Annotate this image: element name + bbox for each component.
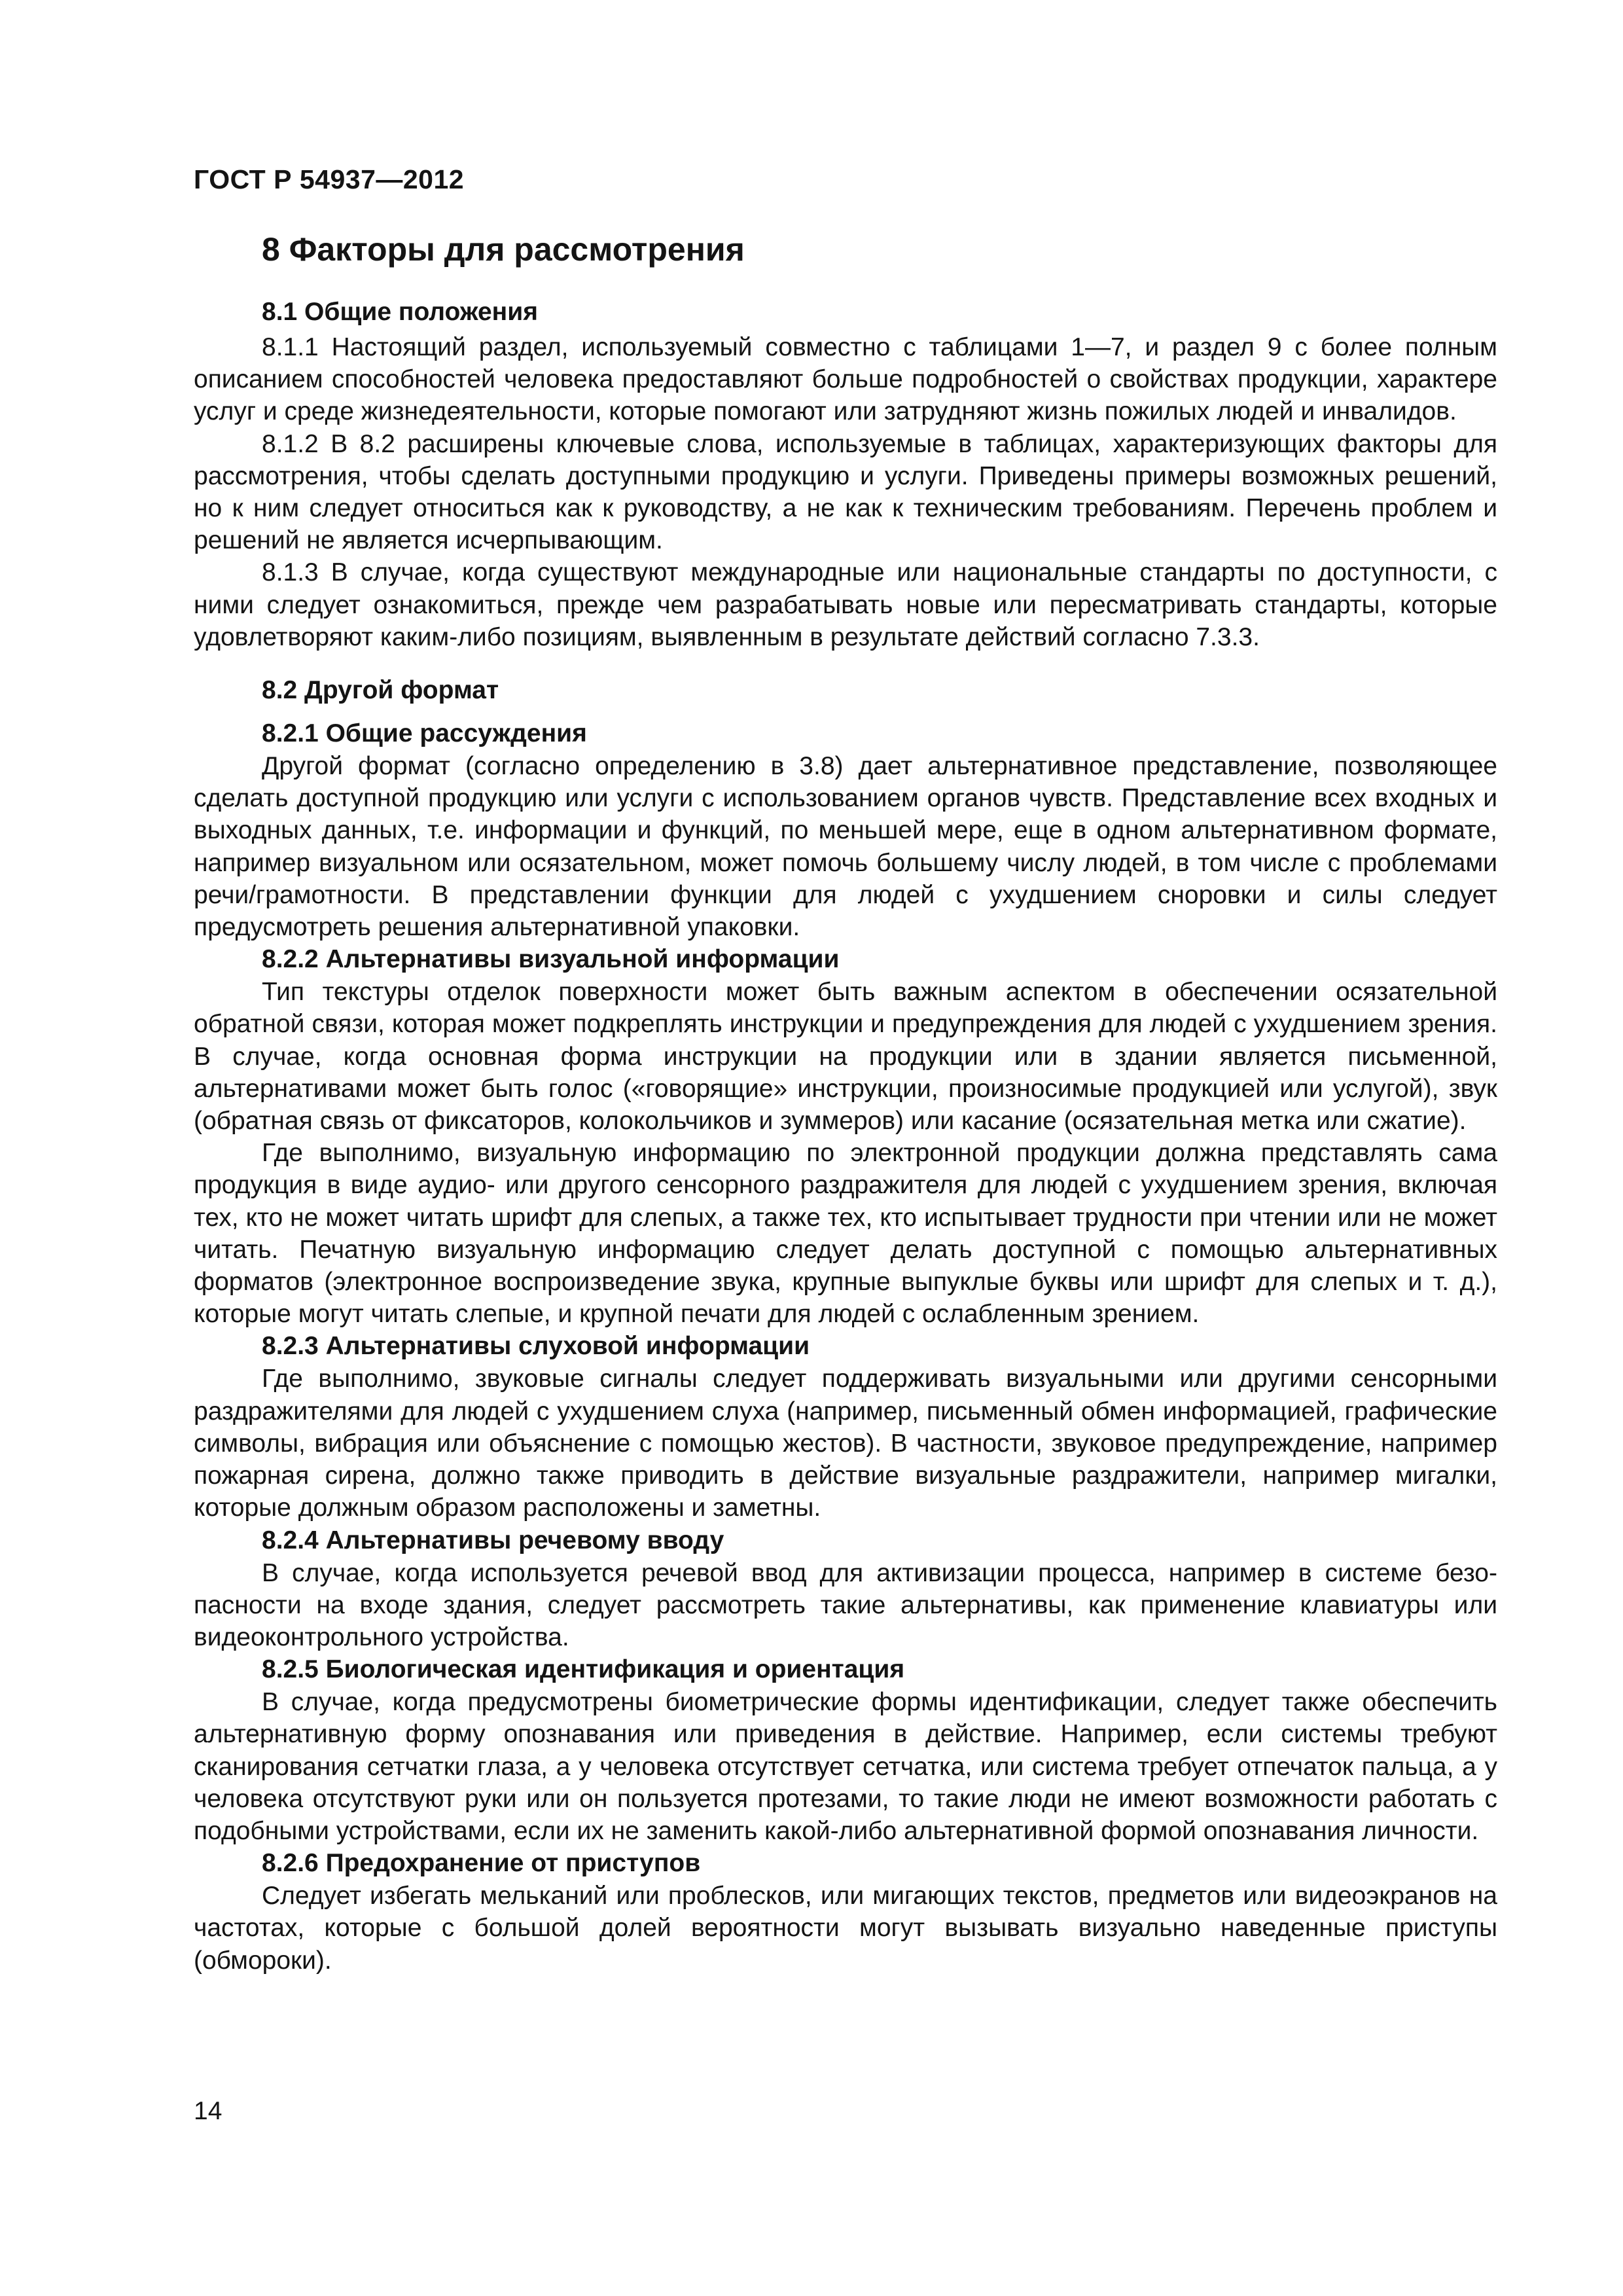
section-8-2-6-title: 8.2.6 Предохранение от приступов — [262, 1849, 701, 1878]
document-body — [194, 226, 1497, 1977]
paragraph-8-2-6: Следует избегать мельканий или проблесков, или мигающих текстов, предметов или видеоэкранов на частотах, которые с большой долей вероятности могут вызывать визуально наведенные приступы (обмороки). — [194, 1882, 1497, 1975]
section-8-2-2-title: 8.2.2 Альтернативы визуальной информации — [262, 945, 840, 974]
page-number: 14 — [194, 2097, 223, 2125]
paragraph-8-2-5: В случае, когда предусмотрены биометрические формы идентификации, следует также обеспечить альтернативную форму опознавания или приведения в действие. Например, если системы требуют сканирования сетчатки глаза, а у человека отсутствует сетчатка, или система требует отпечаток пальца, а у человека отсутствуют руки или он пользуется протезами, то такие люди не имеют возможности работать с подобными устройствами, если их не заменить какой-либо альтернативной формой опознавания личности. — [194, 1688, 1497, 1845]
paragraph-8-2-2-b: Где выполнимо, визуальную информацию по электронной продукции должна представлять сама продукция в виде аудио- или другого сенсорного раздражителя для людей с ухудшением зрения, включая тех, кто не может читать шрифт для слепых, а также тех, кто испытывает трудности при чтении или не может читать. Печатную визуальную информацию следует делать доступной с помощью альтернативных форматов (электронное воспроизведение звука, крупные выпуклые буквы или шрифт для слепых и т. д.), которые могут читать слепые, и крупной печати для людей с ослабленным зрением. — [194, 1139, 1497, 1329]
section-8-title: 8 Факторы для рассмотрения — [262, 231, 745, 268]
section-8-1-title: 8.1 Общие положения — [262, 298, 538, 326]
paragraph-8-1-3: 8.1.3 В случае, когда существуют международные или национальные стандарты по доступности, с ними следует ознакомиться, прежде чем разрабатывать новые или пересматривать стандарты, которые удовлетворяют каким-либо позициям, выявленным в результате действий согласно 7.3.3. — [194, 558, 1497, 651]
paragraph-8-2-1: Другой формат (согласно определению в 3.8) дает альтернативное представление, позволяющее сделать доступной продукцию или услуги с использованием органов чувств. Представление всех входных и выходных данных, т.е. информации и функций, по меньшей мере, еще в одном альтернативном формате, например визуальном или осязательном, может помочь большему числу людей, в том числе с проблемами речи/грамотности. В представлении функции для людей с ухудшением сноровки и силы следует предусмотреть решения альтернативной упаковки. — [194, 752, 1497, 942]
section-8-2-1-title: 8.2.1 Общие рассуждения — [262, 719, 587, 748]
document-code-header: ГОСТ Р 54937—2012 — [194, 164, 465, 194]
section-8-2-5-title: 8.2.5 Биологическая идентификация и ориентация — [262, 1655, 905, 1684]
paragraph-8-2-4: В случае, когда используется речевой ввод для активизации процесса, например в системе безопасности на входе здания, следует рассмотреть такие альтернативы, как применение клавиатуры или видеоконтрольного устройства. — [194, 1558, 1497, 1651]
section-8-2-3-title: 8.2.3 Альтернативы слуховой информации — [262, 1332, 810, 1361]
paragraph-8-2-3: Где выполнимо, звуковые сигналы следует поддерживать визуальными или другими сенсорными раздражителями для людей с ухудшением слуха (например, письменный обмен информацией, графические символы, вибрация или объяснение с помощью жестов). В частности, звуковое предупреждение, например пожарная сирена, должно также приводить в действие визуальные раздражители, например мигалки, которые должным образом расположены и заметны. — [194, 1365, 1497, 1522]
paragraph-8-2-2-a: Тип текстуры отделок поверхности может быть важным аспектом в обеспечении осязательной обратной связи, которая может подкреплять инструкции и предупреждения для людей с ухудшением зрения. В случае, когда основная форма инструкции на продукции или в здании является письменной, альтернативами может быть голос («говорящие» инструкции, произносимые продукцией или услугой), звук (обратная связь от фиксаторов, колокольчиков и зуммеров) или касание (осязательная метка или сжатие). — [194, 978, 1497, 1136]
section-8-2-4-title: 8.2.4 Альтернативы речевому вводу — [262, 1526, 724, 1554]
paragraph-8-1-1: 8.1.1 Настоящий раздел, используемый совместно с таблицами 1—7, и раздел 9 с более полным описанием способностей человека предоставляют больше подробностей о свойствах продукции, характере услуг и среде жизнедеятельности, которые помогают или затрудняют жизнь пожилых людей и инвалидов. — [194, 333, 1497, 426]
paragraph-8-1-2: 8.1.2 В 8.2 расширены ключевые слова, используемые в таблицах, характеризующих факторы для рассмотрения, чтобы сделать доступными продукцию и услуги. Приведены примеры возможных решений, но к ним следует относиться как к руководству, а не как к техническим требованиям. Перечень проблем и решений не является исчерпывающим. — [194, 429, 1497, 555]
section-8-2-title: 8.2 Другой формат — [262, 676, 499, 705]
